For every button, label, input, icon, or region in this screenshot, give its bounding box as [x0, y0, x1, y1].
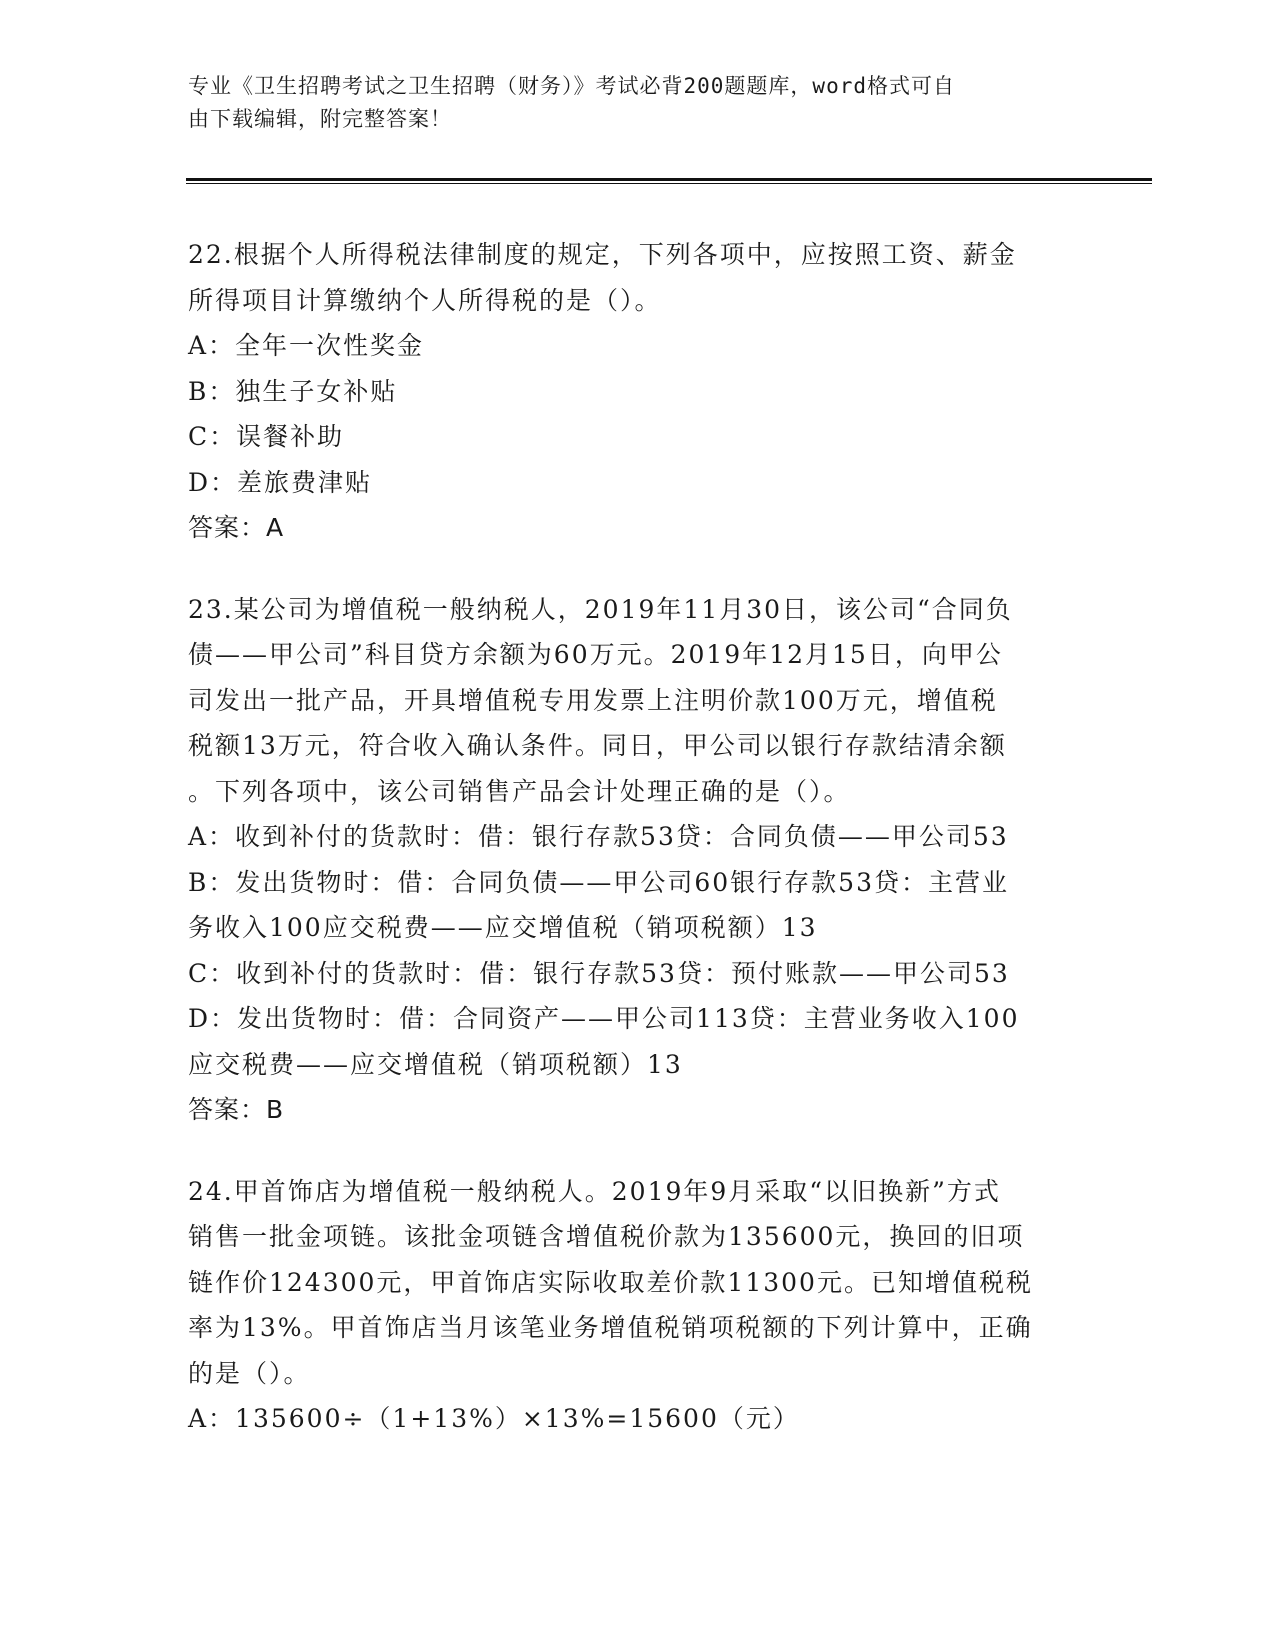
- question-24: [188, 1169, 1088, 1442]
- question-stem-line: 税额13万元，符合收入确认条件。同日，甲公司以银行存款结清余额: [188, 731, 1007, 760]
- header-line-2: 由下载编辑，附完整答案！: [188, 107, 452, 131]
- option-a: A：全年一次性奖金: [188, 331, 425, 360]
- question-stem-line: 22.根据个人所得税法律制度的规定，下列各项中，应按照工资、薪金: [188, 240, 1017, 269]
- header-rule-thin: [186, 183, 1152, 184]
- question-stem-line: 所得项目计算缴纳个人所得税的是（）。: [188, 285, 662, 315]
- option-d-continued: 应交税费——应交增值税（销项税额）13: [188, 1049, 683, 1079]
- question-stem-line: 23.某公司为增值税一般纳税人，2019年11月30日，该公司“合同负: [188, 594, 1013, 624]
- header-line-1: 专业《卫生招聘考试之卫生招聘（财务）》考试必背200题题库，word格式可自: [188, 74, 955, 98]
- question-stem-line: 24.甲首饰店为增值税一般纳税人。2019年9月采取“以旧换新”方式: [188, 1176, 1001, 1206]
- question-stem-line: 的是（）。: [188, 1358, 311, 1388]
- question-stem-line: 司发出一批产品，开具增值税专用发票上注明价款100万元，增值税: [188, 685, 998, 715]
- question-stem-line: 销售一批金项链。该批金项链含增值税价款为135600元，换回的旧项: [188, 1222, 1025, 1251]
- answer-line: 答案：B: [188, 1095, 285, 1124]
- question-list: [188, 232, 1088, 1478]
- header-rule-thick: [186, 178, 1152, 181]
- option-d: D：发出货物时：借：合同资产——甲公司113贷：主营业务收入100: [188, 1004, 1020, 1033]
- option-b: B：发出货物时：借：合同负债——甲公司60银行存款53贷：主营业: [188, 867, 1009, 897]
- option-c: C：收到补付的货款时：借：银行存款53贷：预付账款——甲公司53: [188, 958, 1010, 988]
- option-d: D：差旅费津贴: [188, 467, 373, 497]
- option-c: C：误餐补助: [188, 422, 345, 451]
- option-a: A：135600÷（1+13%）×13%=15600（元）: [188, 1404, 800, 1433]
- question-stem-line: 率为13%。甲首饰店当月该笔业务增值税销项税额的下列计算中，正确: [188, 1313, 1033, 1342]
- answer-line: 答案：A: [188, 513, 285, 542]
- question-stem-line: 债——甲公司”科目贷方余额为60万元。2019年12月15日，向甲公: [188, 640, 1003, 669]
- question-23: [188, 587, 1088, 1133]
- page-header: [188, 70, 1078, 136]
- question-stem-line: 。下列各项中，该公司销售产品会计处理正确的是（）。: [188, 776, 851, 806]
- option-b: B：独生子女补贴: [188, 376, 398, 406]
- question-22: [188, 232, 1088, 551]
- option-b-continued: 务收入100应交税费——应交增值税（销项税额）13: [188, 913, 818, 942]
- question-stem-line: 链作价124300元，甲首饰店实际收取差价款11300元。已知增值税税: [188, 1267, 1033, 1297]
- option-a: A：收到补付的货款时：借：银行存款53贷：合同负债——甲公司53: [188, 822, 1009, 851]
